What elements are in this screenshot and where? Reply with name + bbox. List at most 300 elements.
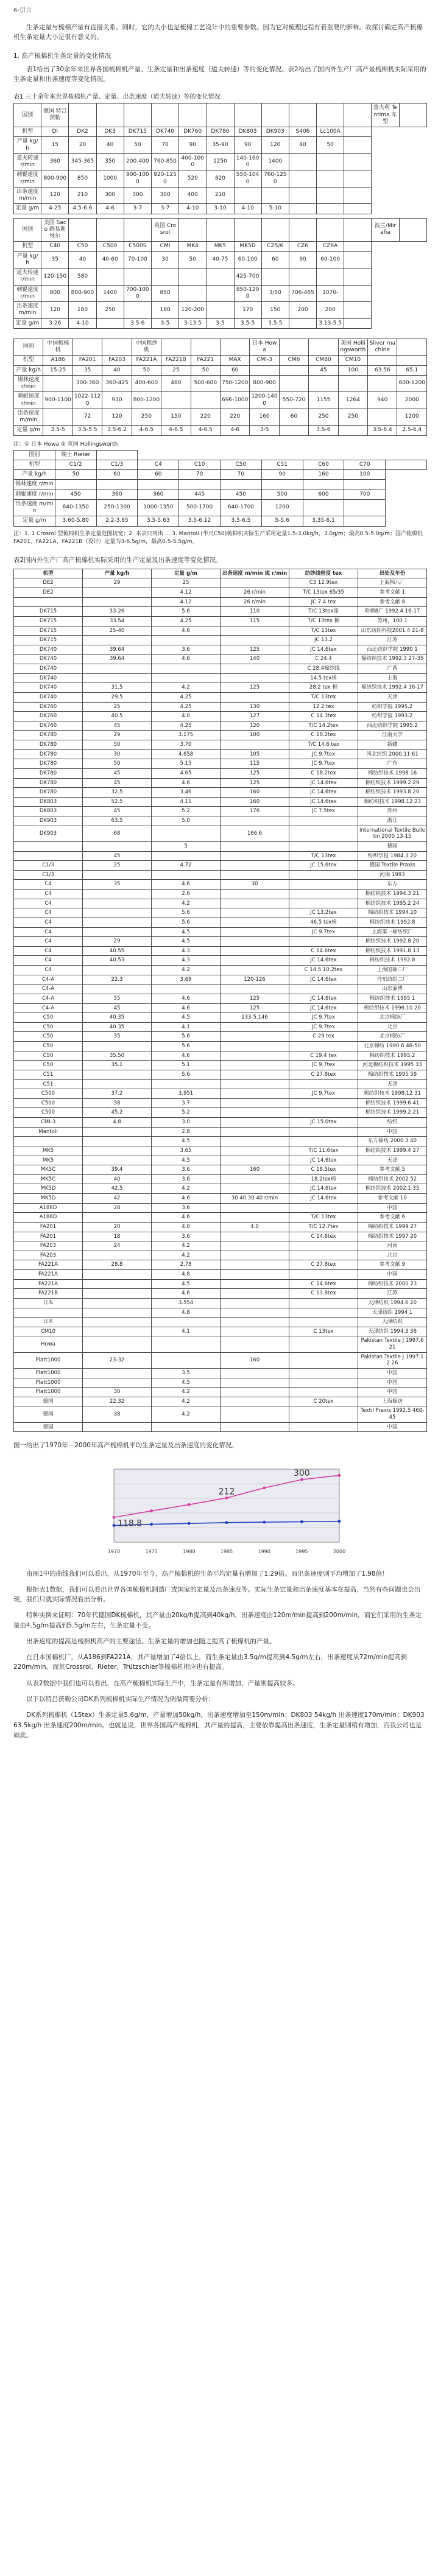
table-cell: 70 [220,470,261,480]
table-cell: Platt1000 [14,1352,83,1368]
table-cell: 65.1 [397,365,427,375]
table-cell: 美国 Hollingsworth [338,339,367,356]
table-cell [207,218,234,242]
table-cell: C51 [14,1070,83,1079]
table-cell: 3.5-6 [309,426,338,435]
table-row [14,499,427,516]
table-row [14,1232,427,1241]
table-cell: 4.0 [152,712,221,721]
table-cell [152,851,221,861]
figure1 [13,1457,427,1560]
table-cell: 696-1000 [220,392,249,409]
table-cell [221,1270,289,1280]
table-cell [221,1022,289,1032]
table-cell [261,268,289,286]
table-cell [83,1079,152,1089]
table-cell: 5.0 [152,816,221,826]
table-row [14,1146,427,1156]
table-cell: DK740 [14,655,83,664]
table-cell: 70 [151,137,178,154]
table-cell: 50 [124,137,151,154]
table-cell [309,339,338,356]
table-cell [83,1422,152,1432]
table-cell: Pakistan Textile J 1997.12 26 [358,1352,427,1368]
table-cell: 60 [138,470,179,480]
table-cell: DE2 [14,578,83,588]
table-cell: 4.8 [152,1308,221,1318]
table-cell: 700 [344,490,386,499]
table-cell: 520 [179,170,207,188]
table-cell [83,908,152,918]
data-label: 300 [293,1468,310,1478]
table-cell [221,927,289,937]
table-cell: 4.658 [152,749,221,759]
table-cell [289,1251,358,1260]
table-cell [261,480,303,490]
table-cell: 800-900 [69,285,96,302]
table-cell: C4 [14,956,83,966]
table-cell: 4-25 [41,204,69,214]
table-cell: 63.5 [83,816,152,826]
table-cell: 450 [220,490,261,499]
table-cell: 120 [221,721,289,731]
table-cell: CZ5/6 [261,242,289,251]
table-cell: 棉纺织技术 2002 52 [358,1174,427,1184]
table-cell: 800-900 [250,375,279,392]
table-cell: 850 [69,170,96,188]
table-cell [289,1336,358,1352]
table-cell [221,1397,289,1406]
table-cell: 上海第一棉纺织厂 [358,927,427,937]
table-cell [152,1336,221,1352]
table-cell: JC 9.7tex [289,1013,358,1023]
table-cell [279,365,308,375]
line-chart [90,1457,351,1560]
table-cell: 39.64 [83,645,152,655]
table-row [14,788,427,798]
table-cell: 东方棉纺 2000.3 40 [358,1137,427,1146]
table-cell: 30 40 30 40 r/min [221,1194,289,1204]
table-cell: 4.65 [152,768,221,778]
table-cell: 4.5 [152,937,221,947]
table-cell: JC 14.6tex [289,956,358,966]
table-cell: Mantoli [14,1127,83,1137]
table-row [14,1368,427,1378]
table-cell: FA221B [14,1289,83,1299]
table-cell: 2.5-6.4 [397,426,427,435]
table-row [14,1184,427,1194]
table-cell [221,1298,289,1308]
table-row [14,1318,427,1327]
table-cell: C4 [14,937,83,947]
table-cell [179,285,207,302]
table-cell: 150 [261,302,289,319]
table-cell: 450 [55,490,96,499]
table-cell: 4.5 [152,1378,221,1388]
table-cell: C500 [14,1089,83,1099]
table-cell: C1/2 [55,460,96,469]
table-cell: A186 [43,356,72,365]
table-cell: 920-1250 [151,170,178,188]
table-cell: 道夫转速 r/min [14,268,41,286]
table-cell: 32.5 [83,788,152,798]
table-cell: 60 [96,470,138,480]
table-cell [69,218,96,242]
table-row [14,409,427,426]
table-cell: 35.50 [83,1051,152,1061]
table-cell: JC 9.7tex [289,927,358,937]
table-cell: 25-40 [83,626,152,636]
table-cell [14,841,83,851]
table-cell: 4.2 [152,1241,221,1251]
table-cell: DK803 [234,127,261,137]
table-cell: 道夫转速 r/min [14,153,41,170]
table-cell [138,480,179,490]
table-cell: 1250 [207,153,234,170]
table-cell: 4.72 [152,861,221,871]
table-row [14,597,427,607]
table-cell [191,392,220,409]
table-cell: T/C 11.6tex [289,1146,358,1156]
table-cell [14,851,83,861]
table-cell [344,153,372,170]
table-row [14,626,427,636]
table-cell: 120-126 [221,975,289,984]
table-cell: 棉纺织技术 1992.8 [358,956,427,966]
table-cell: JC 9.7tex [289,759,358,769]
table-cell: 天津 [358,692,427,702]
table-cell: 日本 [14,1318,83,1327]
table-cell [55,480,96,490]
table-cell: 4.6 [152,1003,221,1013]
table-cell: JC 7.5tex [289,807,358,816]
table-cell: 3.35-6.1 [303,516,344,526]
table-cell: C 18.2tex [289,768,358,778]
table-cell: 70-100 [124,251,151,268]
table-cell: 5-10 [261,204,289,214]
table-cell: 中国 [358,1203,427,1213]
table-cell: 2.8 [152,1127,221,1137]
table-row [14,1222,427,1232]
table-cell: 445 [179,490,221,499]
table-cell [221,1260,289,1270]
table-row [14,1422,427,1432]
table-cell: 125 [221,645,289,655]
table-cell [221,946,289,956]
table-cell: 20 [69,137,96,154]
table-cell: C 27.8tex [289,1260,358,1270]
table-cell: JC 9.7tex [289,1089,358,1099]
table-row [14,918,427,927]
table-cell: C4 [14,899,83,908]
table-cell [289,153,316,170]
table-cell: 5.2 [152,1108,221,1118]
table-cell: 纺织 [358,1118,427,1128]
table-cell: DK780 [14,768,83,778]
table1-notes: 注：1. 1 Crosrol 型梳棉机生条定量范围较宽；2. 本表只列出 ... 3. Mantoli (半尺C50)梳棉机实际生产采用定量1.5-3.0kg/h，3.0g/m；最高0.5-5.0g/m；国产梳棉机FA201、FA221A、FA221B（设计）定量为3-6.5g/m，最高0.5-5.5g/m。 [13,530,423,546]
table-cell: C4-A [14,984,83,994]
table-cell: C50 [14,1042,83,1051]
table-cell [261,104,289,127]
table-cell [191,339,220,356]
table-cell: 天津纺织 [358,1318,427,1327]
table-cell: 35-90 [207,137,234,154]
table-row [14,759,427,769]
plot-area [114,1469,339,1542]
table-cell [221,816,289,826]
table-cell: 18 [83,1232,152,1241]
table-cell: C4 [14,927,83,937]
table-cell: C50 [14,1022,83,1032]
data-label: 212 [218,1486,235,1497]
table-cell: Lc100A [317,127,344,137]
table-cell: 河南 [358,1241,427,1251]
paragraph-5: 出条速度的提高是梳棉机高产的主要途径。生条定量的增加也随之提高了梳棉机的产量。 [26,1637,276,1645]
table-row [14,655,427,664]
table-cell: T/C 13tex [289,1213,358,1223]
table-cell: 125 [221,1003,289,1013]
table-cell [289,937,358,947]
table-cell: 360 [41,153,69,170]
table-cell: 72 [72,409,102,426]
table-cell: CM80 [309,356,338,365]
column-header: 定量 g/m [152,569,221,578]
table-cell [152,826,221,841]
table-cell: 4-10 [234,204,261,214]
table-cell: 出条速度 m/min [14,499,55,516]
table-cell: 4.2 [152,683,221,693]
table-cell [152,673,221,683]
table-cell [221,1203,289,1213]
table-cell: FA221A [14,1279,83,1289]
table-cell: C 13tex [289,1327,358,1336]
table-cell: C4-A [14,994,83,1003]
table-cell: 115 [221,759,289,769]
table-cell [344,104,372,127]
table-cell: 棉纺织技术 1994.3 21 [358,890,427,899]
table-cell: 4.5 [152,927,221,937]
table-row [14,104,427,127]
table-cell [221,1174,289,1184]
table-row [14,1032,427,1042]
table-cell [221,851,289,861]
table-cell: 4.2 [152,1251,221,1260]
table-cell: 850 [151,285,178,302]
table-cell: 176 [221,807,289,816]
table-cell: JC 14.6tex [289,788,358,798]
table-cell: 机型 [14,242,41,251]
table-cell: 850-1200 [234,285,261,302]
table-cell: 50 [83,759,152,769]
table-cell [221,1388,289,1397]
table-cell [289,1241,358,1251]
table-cell: 国别 [14,218,41,242]
table-cell [221,1061,289,1070]
table-cell [317,268,344,286]
table-cell: 45 [83,778,152,788]
table-cell [96,104,124,127]
table-cell: 110 [221,607,289,617]
table-cell: 125 [221,683,289,693]
table-cell: 26 r/min [221,597,289,607]
table-cell [234,218,261,242]
table-cell: T/C 13tex涤 [289,607,358,617]
table-row [14,1352,427,1368]
table1-part-b [13,218,427,329]
table-cell: 4.6 [152,1289,221,1299]
table-cell [161,392,191,409]
table-cell: 4.0 [221,1222,289,1232]
table-cell: 参考文献 9 [358,1260,427,1270]
table-cell [344,302,372,319]
table-row [14,516,427,526]
table-cell: 40.35 [83,1022,152,1032]
table-cell: 360 [96,490,138,499]
table-cell: 480 [161,375,191,392]
table-cell: 日本 [14,1298,83,1308]
table-cell: Platt1000 [14,1368,83,1378]
table-cell: 4-6.5 [161,426,191,435]
table-cell [152,870,221,880]
table-cell: DK780 [14,788,83,798]
table-cell: 棉纺织技术 1991.8 13 [358,946,427,956]
table-cell: C4 [138,460,179,469]
paragraph-9: DK系列梳棉机（15tex）生条定量5.6g/m，产量增加50kg/h，出条速度增加至150m/min；DK803 54kg/h 出条速度170m/min；DK903 63.5kg/h 出条速度200m/min。也就是说，世界各国高产梳棉机，其产量的提高，主要依靠提高出条速度，生条定量则稍有增加，而我公司也是如此。 [13,1711,425,1739]
table-cell: 29.5 [83,692,152,702]
table-cell [344,170,372,188]
table-cell: 江苏 [358,636,427,645]
data-point [263,1520,266,1523]
table-cell [234,104,261,127]
table-cell: MK5D [14,1184,83,1194]
table-cell: 50 [179,251,207,268]
table-cell: DK740 [14,692,83,702]
table-cell: C1/3 [14,870,83,880]
table-row [14,356,427,365]
table-cell: 产量 kg/h [14,470,55,480]
table-cell: CM10 [338,356,367,365]
table-cell: 40 [102,365,132,375]
table-cell [221,899,289,908]
table-cell [14,597,83,607]
table-cell [279,375,308,392]
table-cell: 产量 kg/h [14,251,41,268]
table-cell: JC 14.6tex [289,645,358,655]
table-cell: 3/50 [261,285,289,302]
table-cell [344,318,372,328]
table-cell: 刺辊速度 r/min [14,392,43,409]
table-cell: C4-A [14,1003,83,1013]
table-cell: 机型 [14,127,41,137]
table-cell: 15-25 [43,365,72,375]
table-cell [289,1127,358,1137]
table-cell [221,1378,289,1388]
table-cell: 28.8 [83,1260,152,1270]
table-cell: 德国 Textile Praxis [358,861,427,871]
table-cell: 4.6 [152,1213,221,1223]
table-cell: 3-26 [41,318,69,328]
table-cell [221,1127,289,1137]
table-cell: C51 [261,460,303,469]
table-cell: MK5D [234,242,261,251]
table-row [14,1051,427,1061]
table-cell: 中国 [358,1388,427,1397]
table-row [14,927,427,937]
table-cell: FA221A [14,1260,83,1270]
table-cell: 丹东纺织二厂 [358,975,427,984]
table-cell [289,218,316,242]
table-cell: 德国 特吕茨勒 [41,104,69,127]
table-cell: 40.35 [83,1013,152,1023]
table-cell: 纺织学报 1993.2 [358,712,427,721]
table-cell [338,375,367,392]
table-cell [152,636,221,645]
table-cell [317,170,344,188]
table-cell: JC 13.2 [289,636,358,645]
table-cell [221,1146,289,1156]
data-point [112,1524,115,1527]
table-row [14,683,427,693]
table-cell [221,1279,289,1289]
table-cell [221,890,289,899]
table-cell: 定量 g/m [14,516,55,526]
table-cell [43,375,72,392]
table-cell: 170 [234,302,261,319]
table-cell: 750-1200 [220,375,249,392]
table-cell: 4.3 [152,956,221,966]
table-cell: C50 [14,1051,83,1061]
x-tick-label: 1990 [257,1548,270,1554]
table-cell: T/C 13tex [289,851,358,861]
table-cell: 1000 [96,170,124,188]
table-cell: MK5C [14,1165,83,1175]
table-cell [83,636,152,645]
table-cell: 3-5 [151,318,178,328]
table-cell: 河南 1993 [358,870,427,880]
table-cell: 160 [221,797,289,807]
table-cell: 4-10 [69,318,96,328]
table-row [14,880,427,890]
table-cell: 西北纺织学院 1995.2 [358,721,427,731]
table-cell [344,480,386,490]
table-cell: 4.2 [152,1388,221,1397]
table-cell: C50 [220,460,261,469]
table-cell: 425-700 [234,268,261,286]
table-row [14,721,427,731]
data-point [337,1520,341,1523]
table-cell: CZ6 [289,242,316,251]
table-cell: 出条速度 m/min [14,187,41,204]
table-row [14,664,427,674]
table-cell: 棉纺织技术 2002.1 35 [358,1184,427,1194]
table-cell: 3-5 [250,426,279,435]
table-cell: MK5 [14,1156,83,1165]
table-cell: 4.2 [152,966,221,975]
table-cell: 中国 [358,1422,427,1432]
table-cell: DK780 [14,759,83,769]
table-cell: 3.65 [152,1146,221,1156]
table-cell: 30 [221,880,289,890]
table-cell: C1/3 [14,861,83,871]
table-cell: C 13.8tex [289,1289,358,1299]
table-cell: 德国 [14,1406,83,1422]
table-cell: C50 [14,1013,83,1023]
table-cell: DK803 [14,807,83,816]
table-cell: 3.951 [152,1089,221,1099]
table-cell: International Textile Bulletin 2000 13-15 [358,826,427,841]
table-cell: DK740 [14,645,83,655]
table-cell: 德国 [14,1422,83,1432]
